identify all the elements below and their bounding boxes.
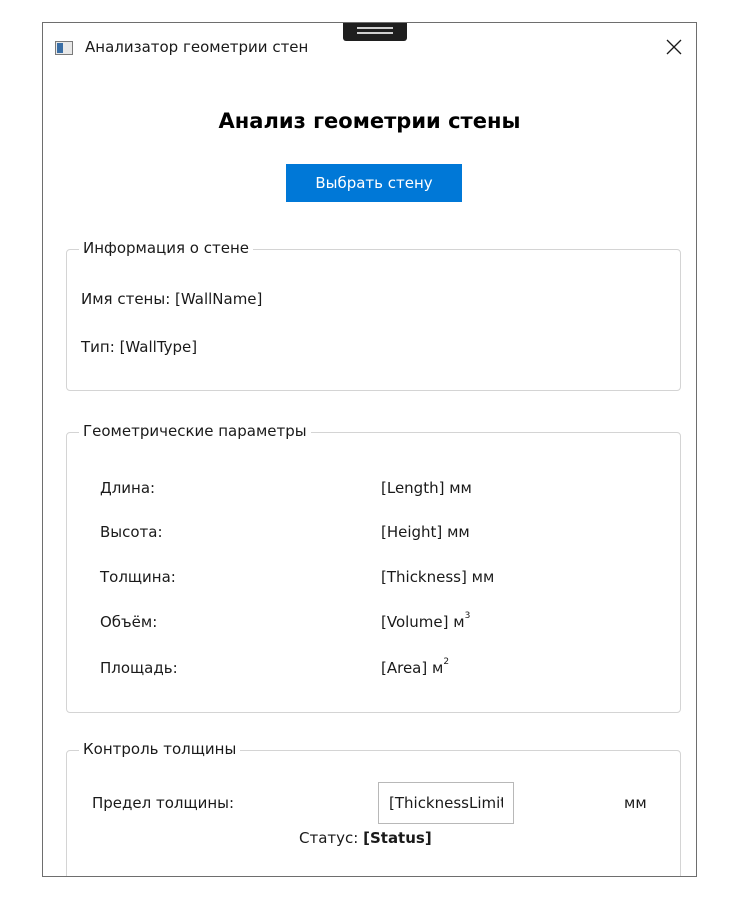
wall-name-value: [WallName] xyxy=(175,290,263,308)
close-icon xyxy=(666,39,682,55)
wall-type-label: Тип: xyxy=(81,338,115,356)
thickness-limit-label: Предел толщины: xyxy=(92,794,235,812)
length-value: [Length] мм xyxy=(381,479,472,497)
thickness-control-group xyxy=(66,740,681,877)
volume-label: Объём: xyxy=(100,613,158,631)
select-wall-button[interactable]: Выбрать стену xyxy=(286,164,462,202)
title-bar[interactable] xyxy=(43,23,696,73)
area-label: Площадь: xyxy=(100,659,178,677)
close-button[interactable] xyxy=(652,23,696,71)
thickness-label: Толщина: xyxy=(100,568,176,586)
wall-type-value: [WallType] xyxy=(119,338,198,356)
wall-name-line xyxy=(81,290,262,308)
page-heading: Анализ геометрии стены xyxy=(218,109,521,133)
area-value: [Area] $м^2$ xyxy=(381,657,450,677)
wall-info-group xyxy=(66,239,681,391)
app-window xyxy=(42,22,697,877)
geometry-group xyxy=(66,422,681,713)
height-label: Высота: xyxy=(100,523,163,541)
thickness-limit-unit: мм xyxy=(624,794,647,812)
status-value: [Status] xyxy=(363,829,432,847)
geometry-title: Геометрические параметры xyxy=(79,422,311,440)
wall-name-label: Имя стены: xyxy=(81,290,171,308)
app-window-icon xyxy=(55,41,73,55)
height-value: [Height] мм xyxy=(381,523,470,541)
thickness-value: [Thickness] мм xyxy=(381,568,495,586)
thickness-control-title: Контроль толщины xyxy=(79,740,240,758)
volume-value: [Volume] $м^3$ xyxy=(381,611,471,631)
status-label: Статус: xyxy=(299,829,359,847)
thickness-limit-input[interactable] xyxy=(378,782,514,824)
wall-info-title: Информация о стене xyxy=(79,239,253,257)
status-line xyxy=(299,829,432,847)
wall-type-line xyxy=(81,338,197,356)
window-title: Анализатор геометрии стен xyxy=(85,38,309,56)
length-label: Длина: xyxy=(100,479,156,497)
